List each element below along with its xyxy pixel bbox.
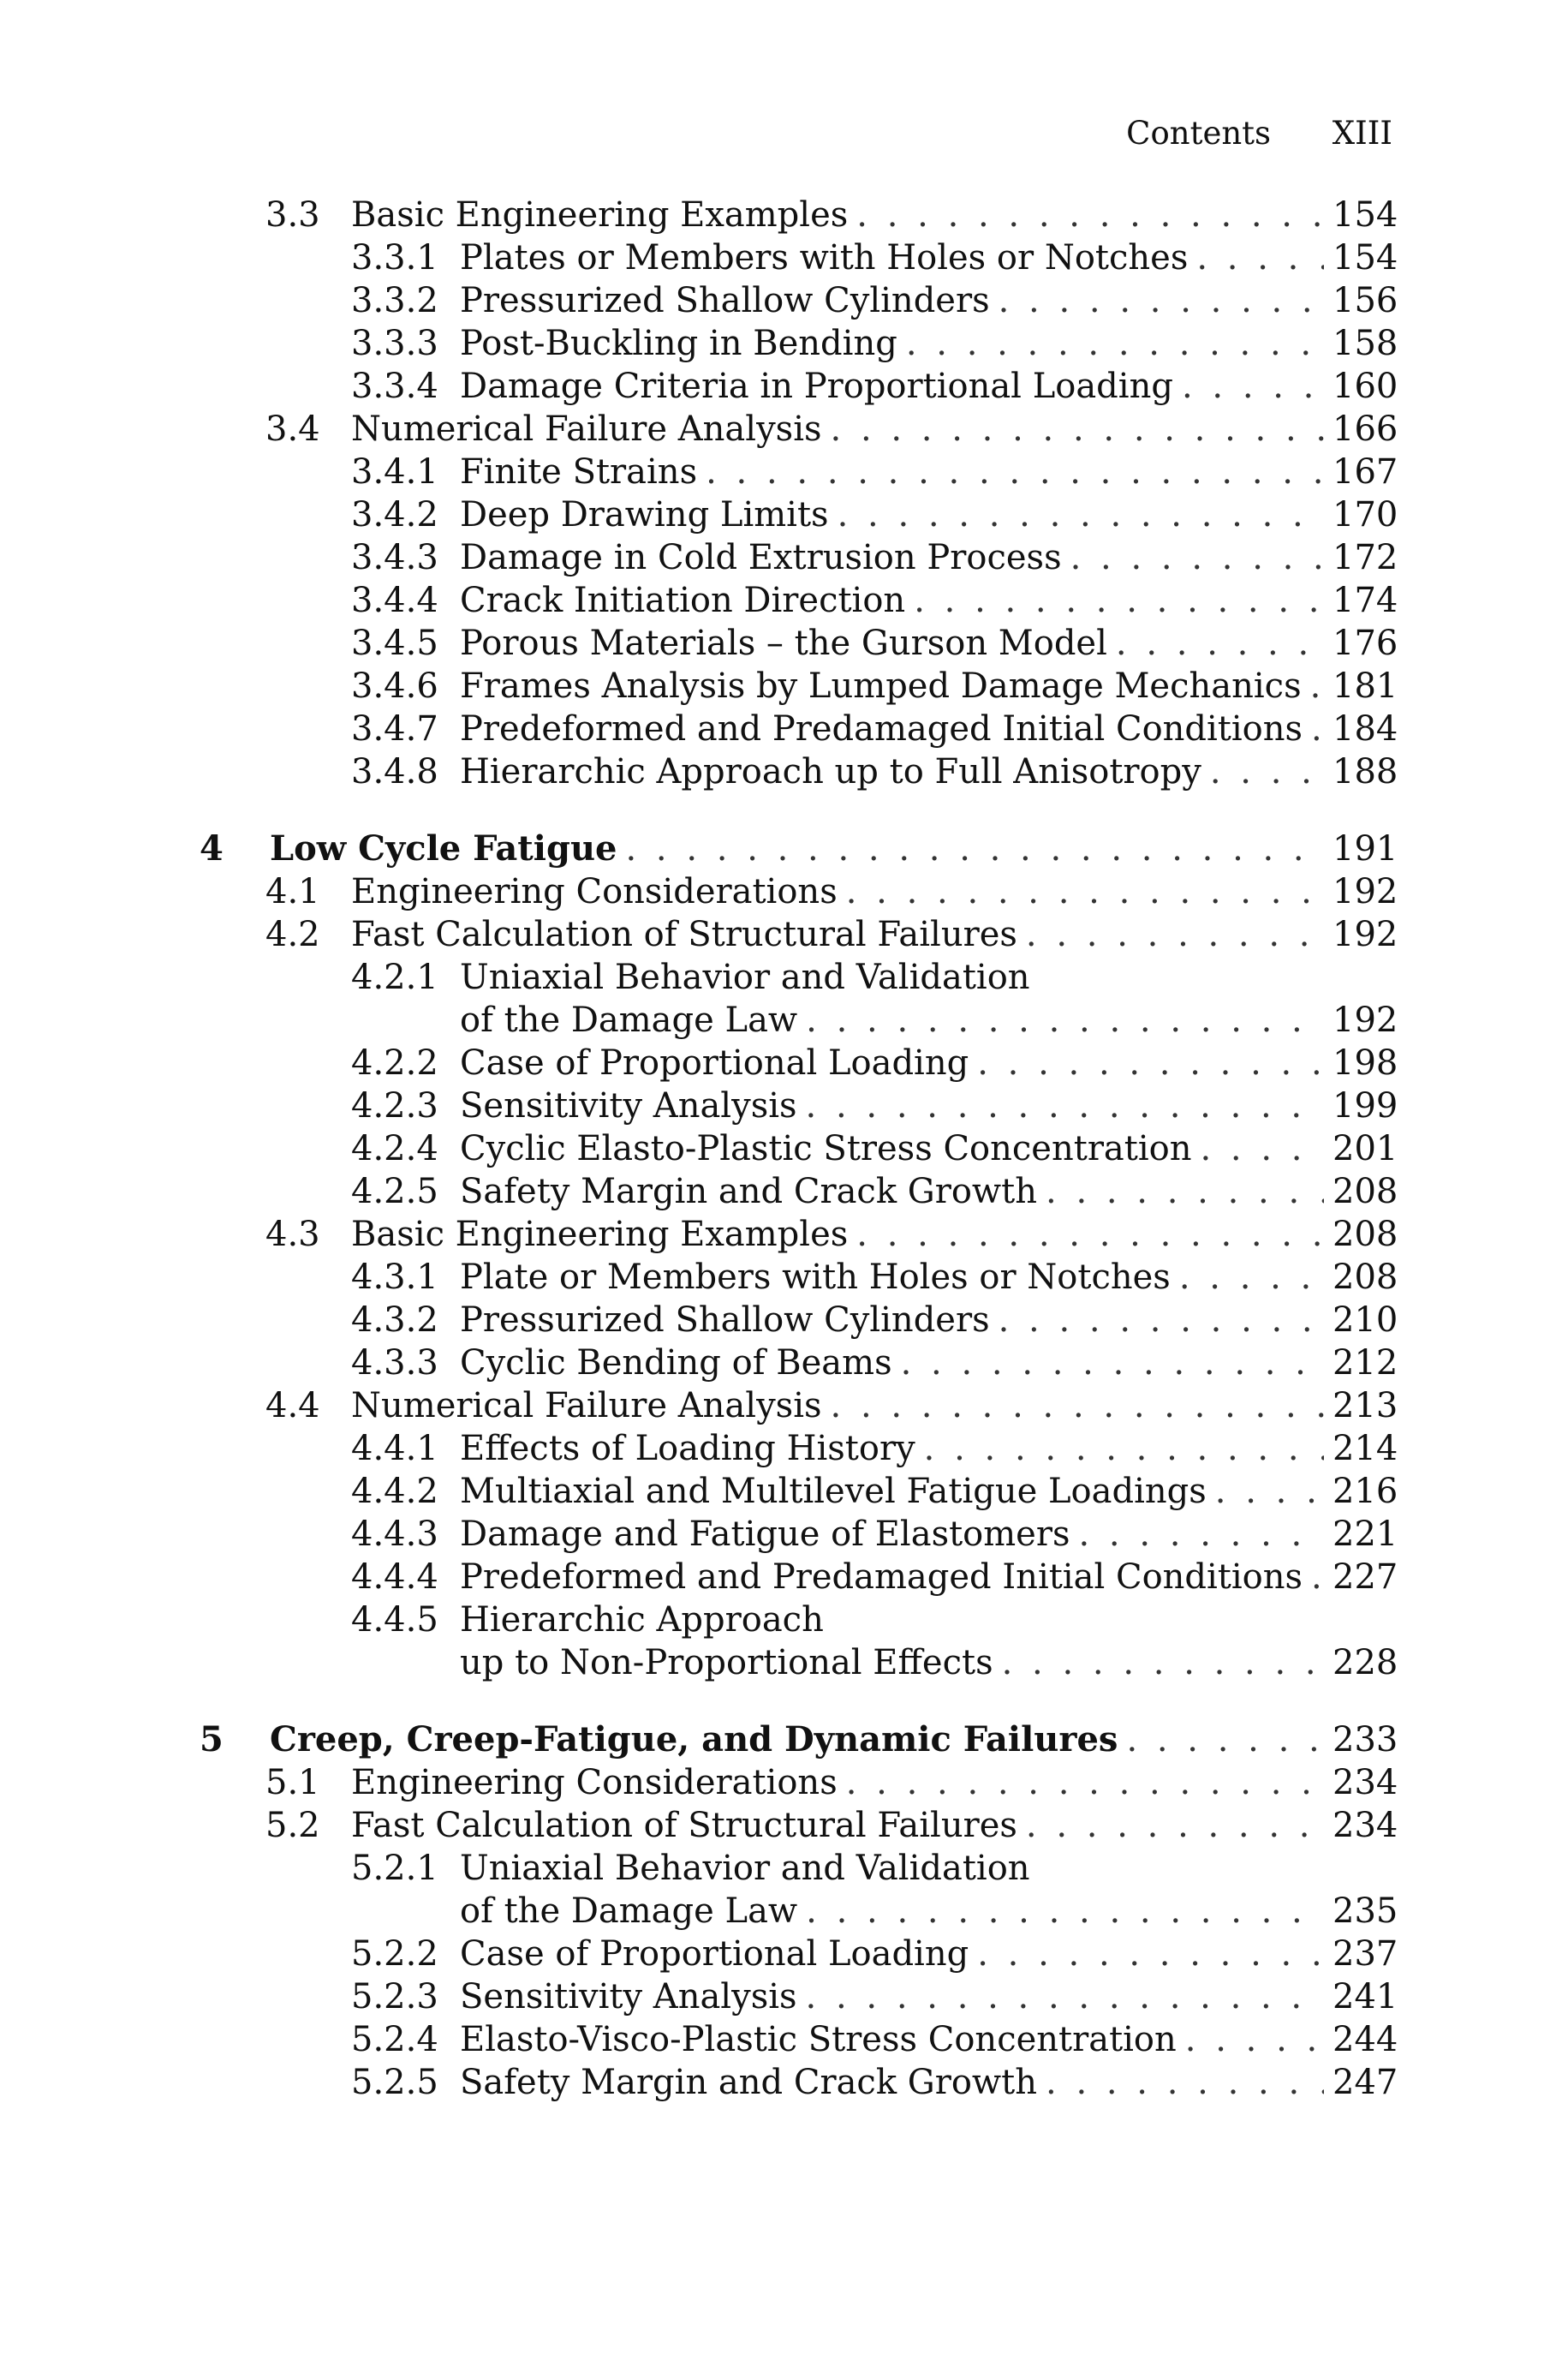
dot-leader (906, 322, 1324, 365)
dot-leader (1310, 665, 1324, 708)
toc-entry (0, 1427, 1568, 1470)
toc-entry-number: 4.3.1 (351, 1258, 438, 1297)
toc-entry-number: 3.4.2 (351, 495, 438, 535)
toc-entry-page: 192 (1333, 872, 1398, 911)
dot-leader (831, 408, 1324, 451)
dot-leader (846, 870, 1324, 913)
toc-entry-page: 213 (1333, 1386, 1398, 1425)
dot-leader (999, 1299, 1324, 1341)
toc-entry-number: 4.4.5 (351, 1600, 438, 1640)
toc-entry (0, 870, 1568, 913)
toc-entry-page: 241 (1333, 1977, 1398, 2017)
dot-leader (846, 1761, 1324, 1804)
toc-entry-page: 188 (1333, 752, 1398, 792)
toc-entry-number: 5.2.5 (351, 2063, 438, 2102)
toc-entry-number: 5.2.1 (351, 1849, 438, 1888)
toc-entry-page: 160 (1333, 367, 1398, 406)
toc-entry-title: Safety Margin and Crack Growth (460, 2063, 1038, 2102)
dot-leader (924, 1427, 1324, 1470)
dot-leader (1079, 1513, 1325, 1556)
toc-entry-number: 3.4.8 (351, 752, 438, 792)
toc-entry-number: 4.2.3 (351, 1086, 438, 1126)
dot-leader (1046, 2061, 1324, 2104)
running-head-page-number: XIII (1332, 115, 1392, 152)
toc-entry-number: 4.2.1 (351, 958, 438, 997)
toc-entry-number: 4.3 (265, 1215, 320, 1254)
dot-leader (999, 279, 1324, 322)
toc-chapter-title: Creep, Creep-Fatigue, and Dynamic Failures (270, 1719, 1118, 1760)
toc-entry (0, 1213, 1568, 1256)
toc-chapter-page: 191 (1333, 829, 1398, 869)
dot-leader (914, 579, 1324, 622)
toc-entry (0, 1341, 1568, 1384)
toc-entry (0, 1556, 1568, 1598)
toc-entry-page: 166 (1333, 409, 1398, 449)
toc-entry-number: 4.3.2 (351, 1300, 438, 1340)
dot-leader (901, 1341, 1324, 1384)
toc-entry-title: Post-Buckling in Bending (460, 324, 897, 363)
toc-entry-page: 234 (1333, 1763, 1398, 1802)
toc-entry-number: 3.3.4 (351, 367, 438, 406)
toc-entry-page: 154 (1333, 195, 1398, 235)
toc-entry-number: 3.3.1 (351, 238, 438, 278)
toc-entry-title: Frames Analysis by Lumped Damage Mechanics (460, 666, 1302, 706)
toc-entry (0, 579, 1568, 622)
toc-entry-title: Uniaxial Behavior and Validation (460, 1849, 1030, 1888)
toc-entry-page: 156 (1333, 281, 1398, 320)
toc-entry-number: 5.1 (265, 1763, 320, 1802)
toc-entry (0, 1256, 1568, 1299)
dot-leader (1210, 750, 1324, 793)
toc-entry (0, 493, 1568, 536)
dot-leader (831, 1384, 1324, 1427)
toc-entry-page: 192 (1333, 1001, 1398, 1040)
toc-entry-page: 184 (1333, 709, 1398, 749)
toc-entry-title: Damage and Fatigue of Elastomers (460, 1515, 1070, 1554)
toc-entry (0, 1042, 1568, 1084)
toc-entry-title: Crack Initiation Direction (460, 581, 906, 620)
toc-entry (0, 1933, 1568, 1975)
toc-entry-page: 244 (1333, 2020, 1398, 2059)
toc-entry-number: 5.2 (265, 1806, 320, 1845)
toc-entry-title: Pressurized Shallow Cylinders (460, 281, 990, 320)
toc-entry-title: Cyclic Elasto-Plastic Stress Concentration (460, 1129, 1192, 1168)
toc-entry (0, 365, 1568, 408)
toc-entry (0, 2018, 1568, 2061)
toc-entry (0, 536, 1568, 579)
toc-entry-title: Plate or Members with Holes or Notches (460, 1258, 1171, 1297)
dot-leader (977, 1042, 1324, 1084)
toc-entry-title: Hierarchic Approach (460, 1600, 824, 1640)
toc-entry-number: 3.4.7 (351, 709, 438, 749)
toc-entry-title: Engineering Considerations (351, 872, 838, 911)
dot-leader (838, 493, 1324, 536)
dot-leader (1070, 536, 1324, 579)
toc-entry (0, 194, 1568, 236)
toc-entry-number: 3.3.2 (351, 281, 438, 320)
toc-entry-title: Predeformed and Predamaged Initial Conditions (460, 709, 1303, 749)
toc-entry (0, 1384, 1568, 1427)
toc-entry-number: 5.2.4 (351, 2020, 438, 2059)
toc-chapter-title: Low Cycle Fatigue (270, 828, 617, 869)
toc-entry-page: 234 (1333, 1806, 1398, 1845)
toc-chapter-entry (0, 1718, 1568, 1761)
toc-entry (0, 913, 1568, 956)
toc-entry-title: Basic Engineering Examples (351, 1215, 849, 1254)
toc-entry-number: 4.4 (265, 1386, 320, 1425)
dot-leader (1311, 1556, 1324, 1598)
toc-entry-title: Sensitivity Analysis (460, 1977, 797, 2017)
toc-entry (0, 1470, 1568, 1513)
toc-entry-page: 198 (1333, 1043, 1398, 1083)
dot-leader (806, 1084, 1324, 1127)
toc-entry-title: Predeformed and Predamaged Initial Conditions (460, 1557, 1303, 1597)
running-head-title: Contents (1126, 115, 1272, 152)
dot-leader (1185, 2018, 1324, 2061)
toc-entry (0, 236, 1568, 279)
toc-entry-title-continued: of the Damage Law (460, 1001, 798, 1040)
toc-entry-number: 3.3.3 (351, 324, 438, 363)
toc-entry-title-continued: up to Non-Proportional Effects (460, 1643, 993, 1682)
toc-entry-number: 3.4.3 (351, 538, 438, 577)
toc-entry-number: 3.4.6 (351, 666, 438, 706)
toc-chapter-number: 5 (200, 1719, 224, 1760)
toc-entry-page: 170 (1333, 495, 1398, 535)
toc-entry-number: 4.2.4 (351, 1129, 438, 1168)
toc-entry-title: Safety Margin and Crack Growth (460, 1172, 1038, 1211)
toc-entry-title: Multiaxial and Multilevel Fatigue Loadings (460, 1472, 1207, 1511)
toc-entry-number: 4.4.2 (351, 1472, 438, 1511)
toc-entry (0, 622, 1568, 665)
toc-entry-title: Case of Proportional Loading (460, 1934, 969, 1974)
toc-entry-title: Numerical Failure Analysis (351, 1386, 822, 1425)
toc-entry-page: 227 (1333, 1557, 1398, 1597)
toc-entry-page: 210 (1333, 1300, 1398, 1340)
toc-entry-page: 201 (1333, 1129, 1398, 1168)
running-head (1126, 115, 1392, 152)
toc-entry-page: 228 (1333, 1643, 1398, 1682)
dot-leader (706, 451, 1324, 493)
dot-leader (806, 1975, 1324, 2018)
dot-leader (977, 1933, 1324, 1975)
dot-leader (806, 1890, 1324, 1933)
toc-entry-number: 3.4 (265, 409, 320, 449)
toc-entry-page: 167 (1333, 452, 1398, 492)
dot-leader (1116, 622, 1324, 665)
toc-entry-number: 5.2.2 (351, 1934, 438, 1974)
toc-entry-page: 212 (1333, 1343, 1398, 1383)
dot-leader (1179, 1256, 1324, 1299)
toc-entry-number: 4.2 (265, 915, 320, 954)
toc-entry (0, 322, 1568, 365)
toc-entry-title: Sensitivity Analysis (460, 1086, 797, 1126)
toc-entry-page: 216 (1333, 1472, 1398, 1511)
toc-entry-title: Hierarchic Approach up to Full Anisotropy (460, 752, 1201, 792)
toc-entry-title: Deep Drawing Limits (460, 495, 829, 535)
toc-entry-page: 208 (1333, 1215, 1398, 1254)
toc-entry-page: 235 (1333, 1891, 1398, 1931)
toc-entry (0, 1299, 1568, 1341)
toc-entry-title-continued: of the Damage Law (460, 1891, 798, 1931)
dot-leader (1311, 708, 1324, 750)
toc-entry (0, 1513, 1568, 1556)
toc-entry-number: 3.4.4 (351, 581, 438, 620)
toc-entry (0, 2061, 1568, 2104)
toc-entry-title: Damage in Cold Extrusion Process (460, 538, 1062, 577)
dot-leader (806, 999, 1324, 1042)
dot-leader (1026, 1804, 1324, 1847)
dot-leader (1126, 1718, 1324, 1761)
toc-entry-page: 208 (1333, 1172, 1398, 1211)
toc-entry-number: 5.2.3 (351, 1977, 438, 2017)
toc-entry (0, 1804, 1568, 1847)
toc-chapter-number: 4 (200, 828, 224, 869)
toc-entry (0, 1084, 1568, 1127)
toc-entry (0, 1975, 1568, 2018)
toc-chapter-entry (0, 828, 1568, 870)
toc-entry-page: 158 (1333, 324, 1398, 363)
toc-entry (0, 1761, 1568, 1804)
toc-entry-number: 4.4.1 (351, 1429, 438, 1468)
toc-entry-page: 181 (1333, 666, 1398, 706)
toc-entry-title: Pressurized Shallow Cylinders (460, 1300, 990, 1340)
dot-leader (1201, 1127, 1325, 1170)
toc-entry (0, 708, 1568, 750)
toc-entry-number: 4.2.2 (351, 1043, 438, 1083)
toc-entry-page: 174 (1333, 581, 1398, 620)
toc-entry-page: 192 (1333, 915, 1398, 954)
toc-entry-title: Plates or Members with Holes or Notches (460, 238, 1189, 278)
dot-leader (1046, 1170, 1324, 1213)
dot-leader (856, 194, 1324, 236)
toc-entry-number: 3.4.5 (351, 624, 438, 663)
toc-entry-page: 172 (1333, 538, 1398, 577)
toc-entry-number: 3.3 (265, 195, 320, 235)
toc-entry-title: Finite Strains (460, 452, 698, 492)
toc-entry (0, 451, 1568, 493)
toc-entry-title: Cyclic Bending of Beams (460, 1343, 892, 1383)
toc-entry-title: Basic Engineering Examples (351, 195, 849, 235)
toc-entry-page: 154 (1333, 238, 1398, 278)
toc-entry-title: Elasto-Visco-Plastic Stress Concentration (460, 2020, 1177, 2059)
toc-entry-title: Numerical Failure Analysis (351, 409, 822, 449)
dot-leader (1215, 1470, 1324, 1513)
toc-entry-number: 4.4.3 (351, 1515, 438, 1554)
toc-entry-page: 247 (1333, 2063, 1398, 2102)
dot-leader (1002, 1641, 1324, 1684)
toc-entry (0, 1847, 1568, 1890)
toc-entry-number: 4.2.5 (351, 1172, 438, 1211)
toc-entry-number: 4.3.3 (351, 1343, 438, 1383)
dot-leader (1196, 236, 1324, 279)
toc-entry (0, 665, 1568, 708)
toc-entry-title: Case of Proportional Loading (460, 1043, 969, 1083)
toc-entry (0, 1598, 1568, 1641)
toc-entry (0, 279, 1568, 322)
toc-entry-page: 176 (1333, 624, 1398, 663)
toc-entry-continuation (0, 999, 1568, 1042)
toc-entry-page: 221 (1333, 1515, 1398, 1554)
dot-leader (625, 828, 1324, 870)
toc-entry-title: Effects of Loading History (460, 1429, 915, 1468)
toc-entry-title: Porous Materials – the Gurson Model (460, 624, 1107, 663)
toc-entry (0, 750, 1568, 793)
toc-entry (0, 408, 1568, 451)
toc-entry (0, 956, 1568, 999)
toc-entry-number: 3.4.1 (351, 452, 438, 492)
toc-entry-number: 4.4.4 (351, 1557, 438, 1597)
dot-leader (856, 1213, 1324, 1256)
toc-entry (0, 1170, 1568, 1213)
toc-entry (0, 1127, 1568, 1170)
toc-entry-page: 199 (1333, 1086, 1398, 1126)
toc-entry-title: Uniaxial Behavior and Validation (460, 958, 1030, 997)
toc-entry-title: Damage Criteria in Proportional Loading (460, 367, 1173, 406)
toc-entry-continuation (0, 1890, 1568, 1933)
toc-entry-title: Fast Calculation of Structural Failures (351, 915, 1017, 954)
toc-chapter-page: 233 (1333, 1720, 1398, 1760)
toc-entry-continuation (0, 1641, 1568, 1684)
toc-entry-title: Fast Calculation of Structural Failures (351, 1806, 1017, 1845)
toc-entry-page: 237 (1333, 1934, 1398, 1974)
dot-leader (1026, 913, 1324, 956)
dot-leader (1182, 365, 1324, 408)
toc-entry-number: 4.1 (265, 872, 320, 911)
toc-entry-page: 208 (1333, 1258, 1398, 1297)
toc-entry-title: Engineering Considerations (351, 1763, 838, 1802)
toc-entry-page: 214 (1333, 1429, 1398, 1468)
